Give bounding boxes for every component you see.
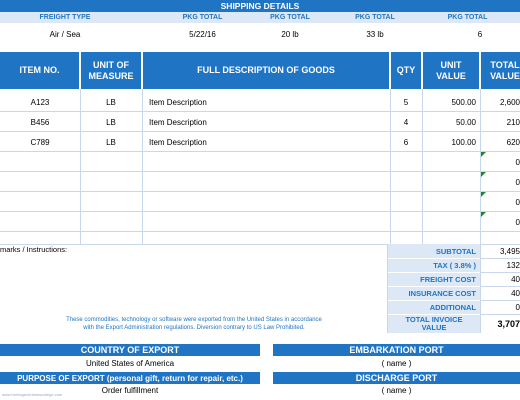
total-cell: 2,600 xyxy=(499,97,520,107)
total-cell: 0 xyxy=(515,177,520,187)
shipping-details-title: SHIPPING DETAILS xyxy=(0,0,520,12)
country-of-export-header: COUNTRY OF EXPORT xyxy=(0,344,260,356)
uom-cell[interactable]: LB xyxy=(106,117,116,127)
total-cell: 0 xyxy=(515,197,520,207)
embarkation-port-value[interactable]: ( name ) xyxy=(381,359,412,368)
pkg-total-value-4[interactable]: 6 xyxy=(477,29,483,39)
description-cell[interactable]: Item Description xyxy=(149,137,207,147)
col-total-value: TOTAL VALUE xyxy=(490,59,520,81)
col-unit-of-measure: UNIT OF MEASURE xyxy=(88,59,134,81)
tax-value: 132 xyxy=(506,261,520,270)
purpose-of-export-value[interactable]: Order fulfillment xyxy=(101,386,159,395)
total-invoice-value: 3,707 xyxy=(497,319,520,329)
remarks-label: marks / Instructions: xyxy=(0,245,68,254)
pkg-total-value-1[interactable]: 5/22/16 xyxy=(189,29,216,39)
freight-type-value[interactable]: Air / Sea xyxy=(49,29,81,39)
pkg-total-label-3: PKG TOTAL xyxy=(355,14,395,21)
col-unit-value: UNIT VALUE xyxy=(436,59,466,81)
freight-cost-value[interactable]: 40 xyxy=(511,275,520,284)
uom-cell[interactable]: LB xyxy=(106,137,116,147)
uom-cell[interactable]: LB xyxy=(106,97,116,107)
watermark-text: www.heritagechristiancollege.com xyxy=(2,391,63,397)
qty-cell[interactable]: 5 xyxy=(403,97,409,107)
description-cell[interactable]: Item Description xyxy=(149,97,207,107)
subtotal-label: SUBTOTAL xyxy=(435,247,476,256)
additional-value[interactable]: 0 xyxy=(515,303,520,312)
unit-value-cell[interactable]: 500.00 xyxy=(451,97,476,107)
total-cell: 210 xyxy=(506,117,520,127)
unit-value-cell[interactable]: 50.00 xyxy=(455,117,476,127)
item-no-cell[interactable]: B456 xyxy=(30,117,50,127)
country-of-export-value[interactable]: United States of America xyxy=(85,359,175,368)
pkg-total-value-2[interactable]: 20 lb xyxy=(281,29,299,39)
subtotal-value: 3,495 xyxy=(499,247,520,256)
col-qty: QTY xyxy=(396,65,416,75)
pkg-total-label-4: PKG TOTAL xyxy=(447,14,488,21)
compliance-note: These commodities, technology or software were exported from the United States in accordance with the Export Administration regulations. Diversion contrary to US Law Prohibited. xyxy=(66,317,322,331)
item-no-cell[interactable]: C789 xyxy=(30,137,50,147)
pkg-total-label-1: PKG TOTAL xyxy=(182,14,223,21)
tax-label: TAX ( 3.8% ) xyxy=(433,261,476,270)
discharge-port-header: DISCHARGE PORT xyxy=(273,372,520,384)
additional-label: ADDITIONAL xyxy=(429,303,476,312)
unit-value-cell[interactable]: 100.00 xyxy=(451,137,476,147)
total-cell: 0 xyxy=(515,157,520,167)
discharge-port-value[interactable]: ( name ) xyxy=(381,386,412,395)
freight-type-label: FREIGHT TYPE xyxy=(39,14,91,21)
col-description: FULL DESCRIPTION OF GOODS xyxy=(197,65,335,75)
total-invoice-label: TOTAL INVOICE VALUE xyxy=(405,315,463,332)
col-item-no: ITEM NO. xyxy=(19,65,60,75)
item-no-cell[interactable]: A123 xyxy=(30,97,50,107)
pkg-total-label-2: PKG TOTAL xyxy=(270,14,310,21)
total-cell: 620 xyxy=(506,137,520,147)
total-cell: 0 xyxy=(515,217,520,227)
purpose-of-export-header: PURPOSE OF EXPORT (personal gift, return for repair, etc.) xyxy=(0,372,260,384)
insurance-cost-label: INSURANCE COST xyxy=(408,289,476,298)
qty-cell[interactable]: 6 xyxy=(403,137,409,147)
freight-cost-label: FREIGHT COST xyxy=(420,275,476,284)
qty-cell[interactable]: 4 xyxy=(403,117,409,127)
pkg-total-value-3[interactable]: 33 lb xyxy=(366,29,384,39)
insurance-cost-value[interactable]: 40 xyxy=(511,289,520,298)
embarkation-port-header: EMBARKATION PORT xyxy=(273,344,520,356)
description-cell[interactable]: Item Description xyxy=(149,117,207,127)
